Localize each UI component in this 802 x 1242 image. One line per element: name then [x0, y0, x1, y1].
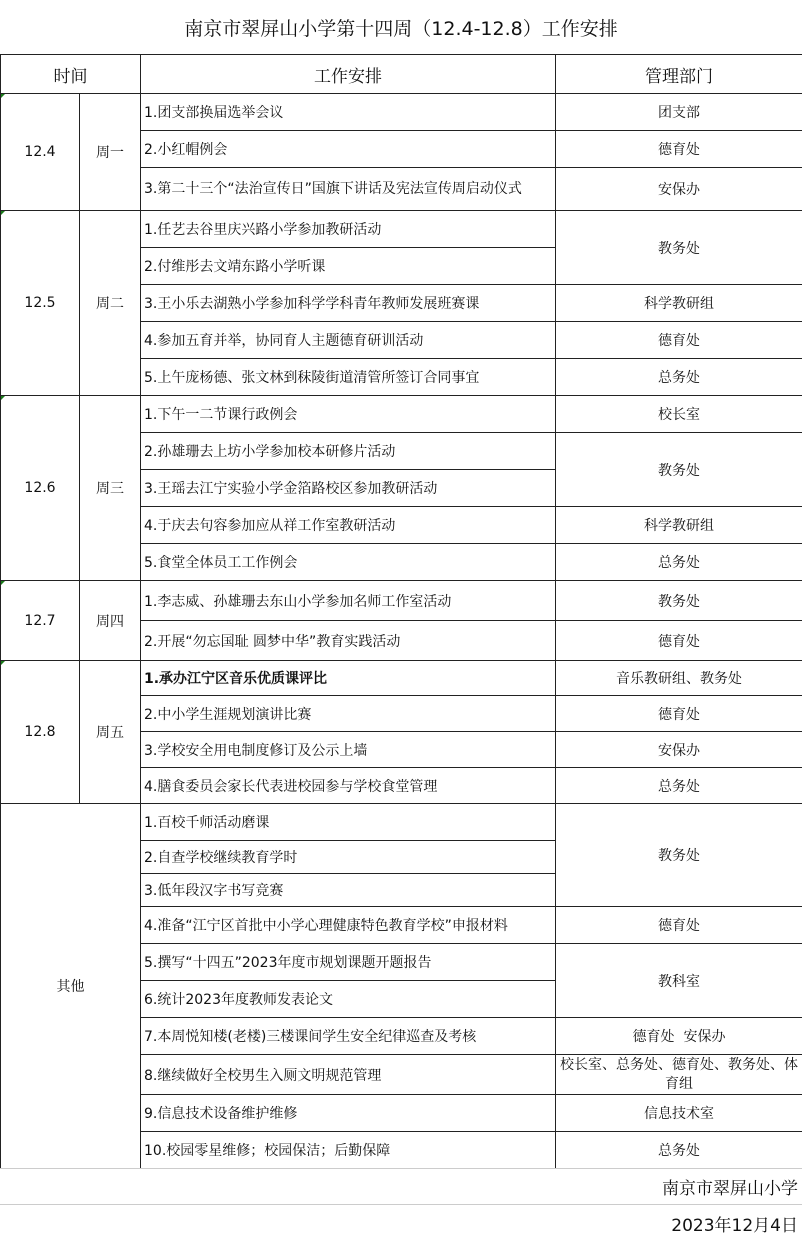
dept-cell: 德育处: [556, 322, 802, 359]
task-cell: 4.参加五育并举，协同育人主题德育研训活动: [141, 322, 556, 359]
task-cell: 2.开展“勿忘国耻 圆梦中华”教育实践活动: [141, 621, 556, 661]
weekday-cell: 周三: [80, 396, 141, 581]
header-dept: 管理部门: [556, 55, 802, 94]
task-cell: 6.统计2023年度教师发表论文: [141, 981, 556, 1018]
dept-cell: 团支部: [556, 94, 802, 131]
dept-cell: 科学教研组: [556, 507, 802, 544]
dept-cell: 安保办: [556, 168, 802, 211]
task-cell: 2.中小学生涯规划演讲比赛: [141, 696, 556, 732]
dept-cell: 教科室: [556, 944, 802, 1018]
task-cell: 1.李志威、孙雄珊去东山小学参加名师工作室活动: [141, 581, 556, 621]
date-cell: 12.6: [1, 396, 80, 581]
task-cell: 5.上午庞杨德、张文林到秣陵街道清管所签订合同事宜: [141, 359, 556, 396]
task-cell: 1.承办江宁区音乐优质课评比: [141, 661, 556, 696]
footer-date: 2023年12月4日: [0, 1204, 802, 1242]
task-cell: 3.学校安全用电制度修订及公示上墙: [141, 732, 556, 768]
weekday-cell: 周一: [80, 94, 141, 211]
date-cell: 12.5: [1, 211, 80, 396]
dept-cell: 科学教研组: [556, 285, 802, 322]
task-cell: 1.任艺去谷里庆兴路小学参加教研活动: [141, 211, 556, 248]
dept-cell: 教务处: [556, 804, 802, 907]
task-cell: 2.自查学校继续教育学时: [141, 841, 556, 874]
task-cell: 5.食堂全体员工工作例会: [141, 544, 556, 581]
header-time: 时间: [1, 55, 141, 94]
weekday-cell: 周五: [80, 661, 141, 804]
task-cell: 2.付维彤去文靖东路小学听课: [141, 248, 556, 285]
table-row: [1, 94, 802, 131]
dept-cell: 德育处: [556, 621, 802, 661]
other-label-cell: 其他: [1, 804, 141, 1169]
dept-cell: 教务处: [556, 433, 802, 507]
task-cell: 1.百校千师活动磨课: [141, 804, 556, 841]
task-cell: 1.下午一二节课行政例会: [141, 396, 556, 433]
dept-cell: 总务处: [556, 1132, 802, 1169]
table-row: [1, 804, 802, 841]
dept-cell: 总务处: [556, 768, 802, 804]
date-cell: 12.4: [1, 94, 80, 211]
task-cell: 4.准备“江宁区首批中小学心理健康特色教育学校”申报材料: [141, 907, 556, 944]
task-cell: 7.本周悦知楼(老楼)三楼课间学生安全纪律巡查及考核: [141, 1018, 556, 1055]
task-cell: 4.于庆去句容参加应从祥工作室教研活动: [141, 507, 556, 544]
dept-cell: 音乐教研组、教务处: [556, 661, 802, 696]
dept-cell: 总务处: [556, 544, 802, 581]
task-cell: 3.王瑶去江宁实验小学金箔路校区参加教研活动: [141, 470, 556, 507]
task-cell: 8.继续做好全校男生入厕文明规范管理: [141, 1055, 556, 1095]
dept-cell: 教务处: [556, 211, 802, 285]
task-cell: 2.孙雄珊去上坊小学参加校本研修片活动: [141, 433, 556, 470]
page-title: 南京市翠屏山小学第十四周（12.4-12.8）工作安排: [184, 17, 618, 40]
table-row: [1, 661, 802, 696]
dept-cell: 德育处: [556, 131, 802, 168]
table-row: [1, 581, 802, 621]
date-cell: 12.7: [1, 581, 80, 661]
dept-cell: 德育处: [556, 907, 802, 944]
task-cell: 9.信息技术设备维护维修: [141, 1095, 556, 1132]
schedule-table: [0, 54, 802, 1169]
dept-cell: 教务处: [556, 581, 802, 621]
footer-school: 南京市翠屏山小学: [0, 1168, 802, 1204]
task-cell: 3.低年段汉字书写竞赛: [141, 874, 556, 907]
dept-cell: 校长室: [556, 396, 802, 433]
table-row: [1, 211, 802, 248]
task-cell: 3.王小乐去湖熟小学参加科学学科青年教师发展班赛课: [141, 285, 556, 322]
date-cell: 12.8: [1, 661, 80, 804]
header-row: [1, 55, 802, 94]
weekday-cell: 周四: [80, 581, 141, 661]
dept-cell: 德育处 安保办: [556, 1018, 802, 1055]
task-cell: 3.第二十三个“法治宣传日”国旗下讲话及宪法宣传周启动仪式: [141, 168, 556, 211]
task-cell: 5.撰写“十四五”2023年度市规划课题开题报告: [141, 944, 556, 981]
dept-cell: 安保办: [556, 732, 802, 768]
weekday-cell: 周二: [80, 211, 141, 396]
task-cell: 2.小红帽例会: [141, 131, 556, 168]
dept-cell: 德育处: [556, 696, 802, 732]
dept-cell: 信息技术室: [556, 1095, 802, 1132]
task-cell: 4.膳食委员会家长代表进校园参与学校食堂管理: [141, 768, 556, 804]
table-row: [1, 396, 802, 433]
task-cell: 1.团支部换届选举会议: [141, 94, 556, 131]
dept-cell: 校长室、总务处、德育处、教务处、体育组: [556, 1055, 802, 1095]
header-work: 工作安排: [141, 55, 556, 94]
dept-cell: 总务处: [556, 359, 802, 396]
task-cell: 10.校园零星维修；校园保洁；后勤保障: [141, 1132, 556, 1169]
